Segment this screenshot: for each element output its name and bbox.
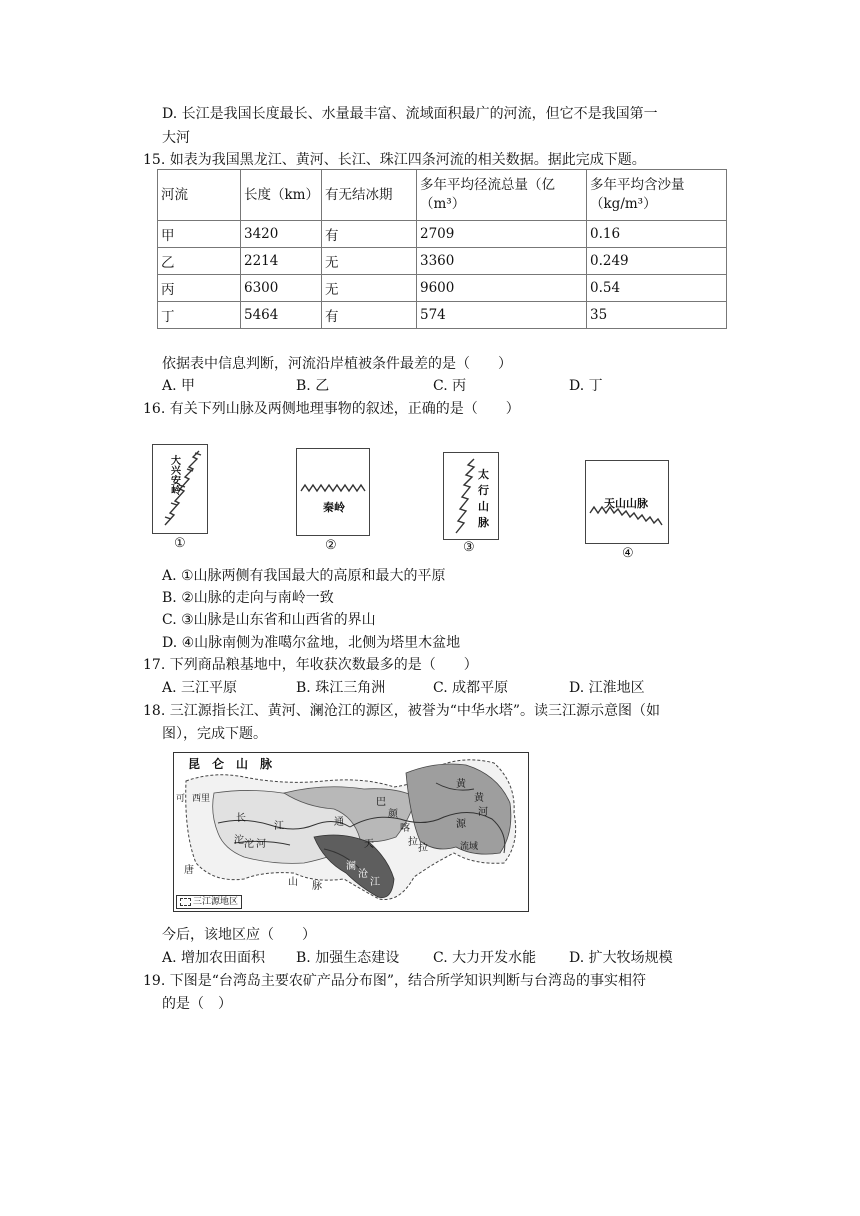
table-row — [158, 221, 727, 248]
table-row — [158, 248, 727, 275]
mountain-figure-1 — [152, 444, 208, 534]
map-label: 巴 — [376, 797, 386, 808]
table-cell: 2709 — [417, 221, 587, 248]
map-label: 唐 — [184, 865, 194, 876]
q16-option-a: A. ①山脉两侧有我国最大的高原和最大的平原 — [162, 568, 446, 584]
table-cell: 有 — [322, 302, 417, 329]
map-label: 河 — [256, 839, 266, 850]
q17-option-a: A. 三江平原 — [162, 680, 238, 696]
q17-option-d: D. 江淮地区 — [569, 680, 645, 696]
map-label: 江 — [274, 821, 284, 832]
table-cell: 甲 — [158, 221, 241, 248]
table-cell: 丁 — [158, 302, 241, 329]
table-cell: 35 — [587, 302, 727, 329]
map-label: 通 — [334, 817, 344, 828]
map-label: 脉 — [312, 881, 322, 892]
figure-number-3: ③ — [463, 540, 475, 555]
q16-option-d: D. ④山脉南侧为准噶尔盆地，北侧为塔里木盆地 — [162, 635, 461, 651]
q17-option-b: B. 珠江三角洲 — [296, 680, 386, 696]
map-label: 河 — [478, 807, 488, 818]
mountain-figure-4 — [585, 460, 669, 544]
map-label: 沱 — [234, 835, 244, 846]
table-cell: 无 — [322, 275, 417, 302]
q16-option-b: B. ②山脉的走向与南岭一致 — [162, 590, 334, 606]
q19-stem-line1: 19. 下图是“台湾岛主要农矿产品分布图”，结合所学知识判断与台湾岛的事实相符 — [143, 973, 647, 989]
mountain-figure-3 — [443, 452, 499, 540]
table-header-cell: 多年平均含沙量（kg/m³） — [587, 170, 727, 221]
table-header-cell: 有无结冰期 — [322, 170, 417, 221]
table-header-cell: 长度（km） — [241, 170, 322, 221]
map-label: 可 — [176, 794, 186, 804]
map-label: 澜 — [346, 861, 356, 872]
river-data-table — [157, 169, 727, 329]
q18-stem-line1: 18. 三江源指长江、黄河、澜沧江的源区，被誉为“中华水塔”。读三江源示意图（如 — [143, 703, 661, 719]
table-cell: 9600 — [417, 275, 587, 302]
table-cell: 0.54 — [587, 275, 727, 302]
map-label: 江 — [370, 877, 380, 888]
mountain-figure-2 — [296, 448, 370, 536]
map-label: 喀 — [400, 823, 410, 834]
table-cell: 3360 — [417, 248, 587, 275]
q15-option-c: C. 丙 — [433, 378, 467, 394]
map-label: 拉 — [408, 837, 418, 848]
q17-option-c: C. 成都平原 — [433, 680, 509, 696]
map-label: 颜 — [388, 809, 398, 820]
table-cell: 2214 — [241, 248, 322, 275]
table-header-row — [158, 170, 727, 221]
mountain-label-1: 大兴安岭 — [171, 456, 181, 497]
mountain-label-3: 太行山脉 — [478, 468, 489, 529]
map-regions — [174, 753, 528, 911]
map-label: 黄 — [474, 793, 484, 804]
table-cell: 3420 — [241, 221, 322, 248]
map-label: 黄 — [456, 779, 466, 790]
table-cell: 无 — [322, 248, 417, 275]
q18-question: 今后，该地区应（ ） — [162, 927, 316, 943]
table-header-cell: 河流 — [158, 170, 241, 221]
map-label: 流域 — [460, 842, 479, 852]
q18-option-a: A. 增加农田面积 — [162, 950, 266, 966]
table-header-cell: 多年平均径流总量（亿（m³） — [417, 170, 587, 221]
map-label: 山 — [288, 877, 298, 888]
mountain-range-icon — [297, 449, 369, 535]
table-cell: 574 — [417, 302, 587, 329]
sanjiangyuan-map — [173, 752, 529, 912]
map-legend-label: 三江源地区 — [193, 897, 239, 907]
q18-stem-line2: 图），完成下题。 — [162, 726, 267, 742]
map-label: 长 — [236, 813, 246, 824]
q15-stem: 15. 如表为我国黑龙江、黄河、长江、珠江四条河流的相关数据。据此完成下题。 — [143, 152, 646, 168]
figure-number-1: ① — [174, 536, 186, 551]
figure-number-2: ② — [325, 538, 337, 553]
mountain-label-2: 秦岭 — [323, 501, 345, 514]
q15-option-a: A. 甲 — [162, 378, 196, 394]
table-cell: 丙 — [158, 275, 241, 302]
q15-question: 依据表中信息判断，河流沿岸植被条件最差的是（ ） — [162, 356, 512, 372]
q18-option-c: C. 大力开发水能 — [433, 950, 537, 966]
q15-option-b: B. 乙 — [296, 378, 330, 394]
map-label-kunlun: 昆 仑 山 脉 — [188, 757, 273, 771]
table-cell: 0.16 — [587, 221, 727, 248]
table-cell: 0.249 — [587, 248, 727, 275]
table-row — [158, 302, 727, 329]
q18-option-b: B. 加强生态建设 — [296, 950, 400, 966]
q19-stem-line2: 的是（ ） — [162, 996, 232, 1012]
map-label: 沧 — [358, 869, 368, 880]
table-cell: 6300 — [241, 275, 322, 302]
q16-stem: 16. 有关下列山脉及两侧地理事物的叙述，正确的是（ ） — [143, 401, 520, 417]
q15-option-d: D. 丁 — [569, 378, 603, 394]
q17-stem: 17. 下列商品粮基地中，年收获次数最多的是（ ） — [143, 657, 478, 673]
map-legend — [176, 895, 242, 909]
map-label: 源 — [456, 819, 466, 830]
map-label: 天 — [364, 839, 374, 850]
map-label: 拉 — [418, 843, 428, 854]
table-cell: 有 — [322, 221, 417, 248]
legend-swatch-icon — [180, 898, 191, 906]
table-cell: 乙 — [158, 248, 241, 275]
table-row — [158, 275, 727, 302]
q14-option-d-line1: D. 长江是我国长度最长、水量最丰富、流域面积最广的河流，但它不是我国第一 — [162, 106, 658, 122]
map-label: 西里 — [192, 794, 211, 804]
q14-option-d-line2: 大河 — [162, 130, 190, 146]
figure-number-4: ④ — [622, 546, 634, 561]
mountain-label-4: 天山山脉 — [604, 497, 648, 510]
map-label: 沱 — [244, 839, 254, 850]
q16-option-c: C. ③山脉是山东省和山西省的界山 — [162, 612, 376, 628]
q18-option-d: D. 扩大牧场规模 — [569, 950, 673, 966]
table-cell: 5464 — [241, 302, 322, 329]
